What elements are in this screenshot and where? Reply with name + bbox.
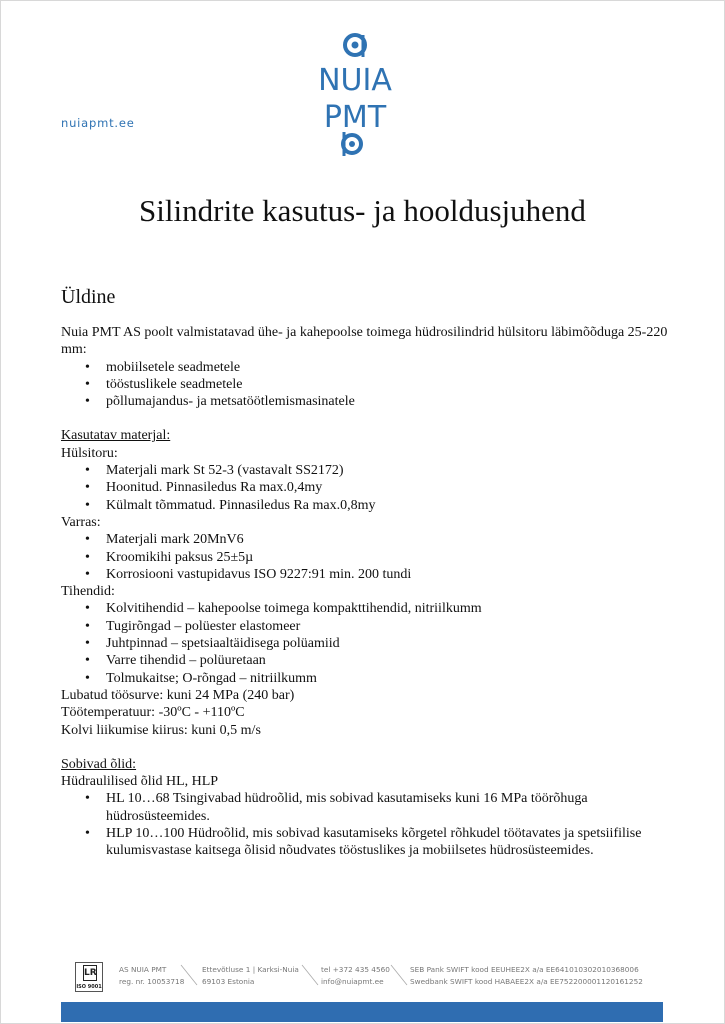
list-item: • Kolvitihendid – kahepoolse toimega kompakttihendid, nitriilkumm (61, 600, 671, 617)
list-item: • Külmalt tõmmatud. Pinnasiledus Ra max.0,8my (61, 497, 671, 514)
list-item: • Materjali mark 20MnV6 (61, 531, 671, 548)
footer-company (119, 964, 184, 988)
list-item: • Materjali mark St 52-3 (vastavalt SS2172) (61, 462, 671, 479)
section-title: Üldine (61, 286, 116, 308)
list-item: • tööstuslikele seadmetele (61, 376, 671, 393)
footer-color-bar (61, 1002, 663, 1022)
list-item: • Kroomikihi paksus 25±5µ (61, 549, 671, 566)
site-url[interactable]: nuiapmt.ee (61, 116, 135, 130)
separator-icon (301, 964, 319, 986)
oils-intro: Hüdraulilised õlid HL, HLP (61, 774, 219, 790)
nuia-pmt-logo (300, 30, 410, 160)
bank-line2: Swedbank SWIFT kood HABAEE2X a/a EE752200001120161252 (410, 977, 643, 986)
seals-list (61, 600, 671, 686)
list-item: • Korrosiooni vastupidavus ISO 9227:91 min. 200 tundi (61, 566, 671, 583)
footer-bank (410, 964, 643, 988)
separator-icon (390, 964, 408, 986)
bank-line1: SEB Pank SWIFT kood EEUHEE2X a/a EE641010302010368006 (410, 965, 639, 974)
list-item: • põllumajandus- ja metsatöötlemismasinatele (61, 393, 671, 410)
lloyds-register-icon: LR (83, 965, 97, 981)
seals-label: Tihendid: (61, 584, 115, 600)
speed-text: Kolvi liikumise kiirus: kuni 0,5 m/s (61, 722, 261, 738)
list-item: • Tolmukaitse; O-rõngad – nitriilkumm (61, 670, 671, 687)
temperature-text: Töötemperatuur: -30ºC - +110ºC (61, 705, 245, 721)
materials-heading: Kasutatav materjal: (61, 428, 171, 444)
iso-label: ISO 9001 (76, 984, 102, 990)
tube-list (61, 462, 671, 514)
logo-line2: PMT (323, 100, 387, 135)
iso-certification-badge (75, 962, 103, 992)
tube-label: Hülsitoru: (61, 445, 118, 461)
footer-address (202, 964, 299, 988)
company-name: AS NUIA PMT (119, 965, 167, 974)
list-item: • Hoonitud. Pinnasiledus Ra max.0,4my (61, 479, 671, 496)
separator-icon (180, 964, 198, 986)
logo-line1: NUIA (318, 63, 392, 98)
company-reg: reg. nr. 10053718 (119, 977, 185, 986)
oils-heading: Sobivad õlid: (61, 756, 137, 772)
document-body (61, 324, 671, 860)
address-line2: 69103 Estonia (202, 977, 255, 986)
intro-text: Nuia PMT AS poolt valmistatavad ühe- ja kahepoolse toimega hüdrosilindrid hülsitoru läbimõõduga 25-220 mm: (61, 325, 668, 358)
rod-label: Varras: (61, 514, 101, 530)
list-item: • Tugirõngad – polüester elastomeer (61, 618, 671, 635)
list-item: • HL 10…68 Tsingivabad hüdroõlid, mis sobivad kasutamiseks kuni 16 MPa töörõhuga hüdrosüsteemides. (61, 790, 671, 825)
document-title: Silindrite kasutus- ja hooldusjuhend (139, 193, 586, 228)
oils-list (61, 790, 671, 859)
address-line1: Ettevõtluse 1 | Karksi-Nuia (202, 965, 299, 974)
rod-list (61, 531, 671, 583)
list-item: • Juhtpinnad – spetsiaaltäidisega polüamiid (61, 635, 671, 652)
list-item: • mobiilsetele seadmetele (61, 359, 671, 376)
list-item: • HLP 10…100 Hüdroõlid, mis sobivad kasutamiseks kõrgetel rõhkudel töötavates ja spetsiifilise kulumisvastase kaitsega õlisid nõudvates tööstuslikes ja mobiilsetes hüdrosüsteemides. (61, 825, 671, 860)
pressure-text: Lubatud töösurve: kuni 24 MPa (240 bar) (61, 687, 295, 703)
list-item: • Varre tihendid – polüuretaan (61, 652, 671, 669)
contact-email[interactable]: info@nuiapmt.ee (321, 977, 384, 986)
contact-tel[interactable]: tel +372 435 4560 (321, 965, 390, 974)
footer (75, 962, 675, 992)
footer-contact (321, 964, 390, 988)
intro-list (61, 359, 671, 411)
